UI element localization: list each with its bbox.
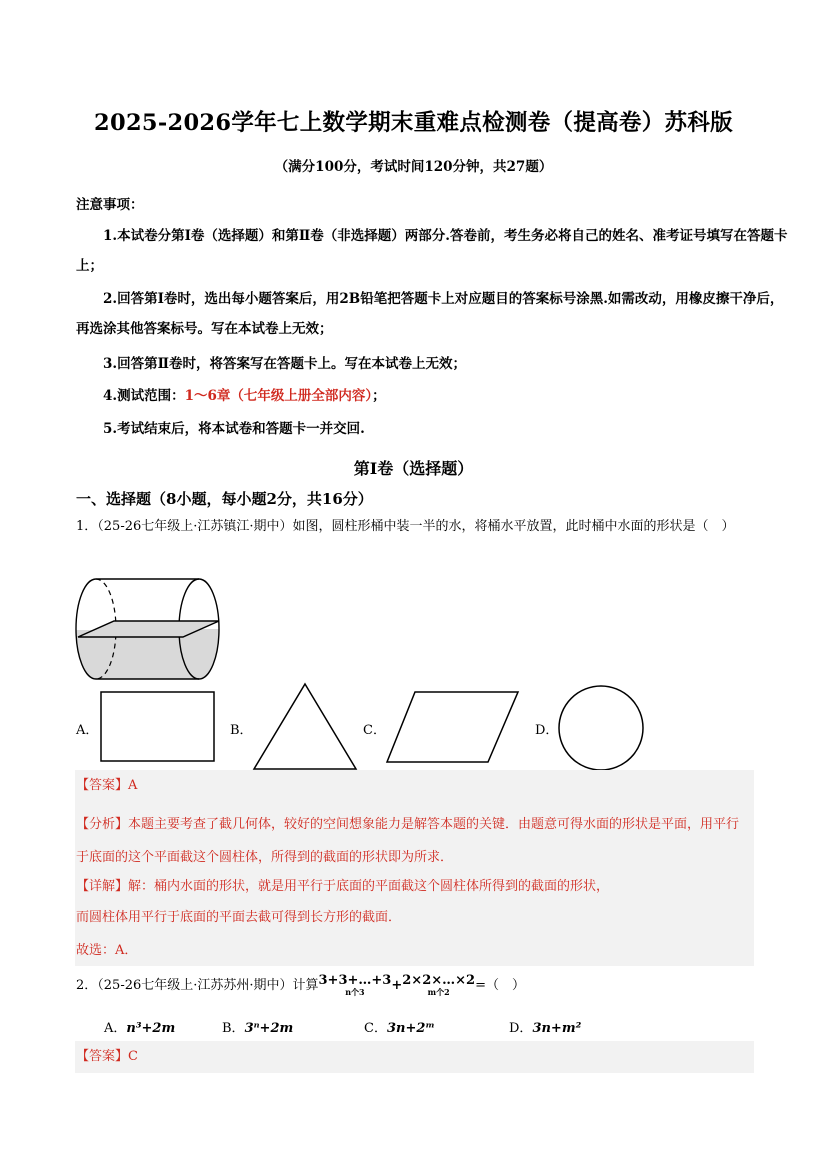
section-title: 第Ⅰ卷（选择题） [353,459,474,478]
q2-fraction-2: 2×2×…×2 m个2 [402,973,476,997]
note-item-4-suffix: ； [372,388,386,404]
q1-option-a-label[interactable]: A． [76,723,99,738]
note-item-1: 1.本试卷分第Ⅰ卷（选择题）和第Ⅱ卷（非选择题）两部分.答卷前，考生务必将自己的姓名、准考证号填写在答题卡上； [76,228,788,274]
q1-analysis: 【分析】本题主要考查了截几何体，较好的空间想象能力是解答本题的关键．由题意可得水面的形状是平面，用平行于底面的这个平面截这个圆柱体，所得到的截面的形状即为所求． [76,817,740,865]
cylinder-figure [74,577,224,681]
q1-answer: 【答案】A [76,778,138,793]
q1-detail-1: 【详解】解：桶内水面的形状，就是用平行于底面的平面截这个圆柱体所得到的截面的形状， [76,879,610,894]
note-item-5: 5.考试结束后，将本试卷和答题卡一并交回. [103,421,365,437]
note-item-3: 3.回答第Ⅱ卷时，将答案写在答题卡上。写在本试卷上无效； [103,356,466,372]
parallelogram-shape[interactable] [385,690,521,765]
note-item-2: 2.回答第Ⅰ卷时，选出每小题答案后，用2B铅笔把答题卡上对应题目的答案标号涂黑.如需改动，用橡皮擦干净后，再选涂其他答案标号。写在本试卷上无效； [76,291,784,337]
triangle-shape[interactable] [252,682,358,772]
circle-shape[interactable] [557,684,645,772]
q2-answer: 【答案】C [76,1049,138,1064]
q2-option-c[interactable]: C．3n+2ᵐ [364,1021,435,1036]
question-1-stem: 1．（25-26七年级上·江苏镇江·期中）如图，圆柱形桶中装一半的水，将桶水平放置，此时桶中水面的形状是（ ） [76,519,735,534]
q2-option-a[interactable]: A．n³+2m [104,1021,176,1036]
rectangle-shape[interactable] [100,691,216,763]
q2-fraction-1: 3+3+…+3 n个3 [318,973,392,997]
q2-option-b[interactable]: B．3ⁿ+2m [222,1021,294,1036]
q1-option-d-label[interactable]: D． [535,723,559,738]
q1-detail-2: 而圆柱体用平行于底面的平面去截可得到长方形的截面． [76,910,402,925]
page-subtitle: （满分100分，考试时间120分钟，共27题） [274,159,553,175]
note-item-4-prefix: 4.测试范围： [103,388,185,404]
notes-heading: 注意事项： [76,197,144,213]
q2-option-d[interactable]: D．3n+m² [509,1021,582,1036]
question-2-stem: 2．（25-26七年级上·江苏苏州·期中）计算 3+3+…+3 n个3 + 2×2×…×2 m个2 =（ ） [76,973,525,997]
q1-option-c-label[interactable]: C． [363,723,386,738]
q1-option-b-label[interactable]: B． [230,723,253,738]
q1-choose: 故选：A． [76,943,138,958]
part-title: 一、选择题（8小题，每小题2分，共16分） [76,490,373,508]
note-item-4-scope: 1～6章（七年级上册全部内容） [184,388,373,404]
page-title: 2025-2026学年七上数学期末重难点检测卷（提高卷）苏科版 [94,110,733,136]
note-item-4 [76,381,792,411]
